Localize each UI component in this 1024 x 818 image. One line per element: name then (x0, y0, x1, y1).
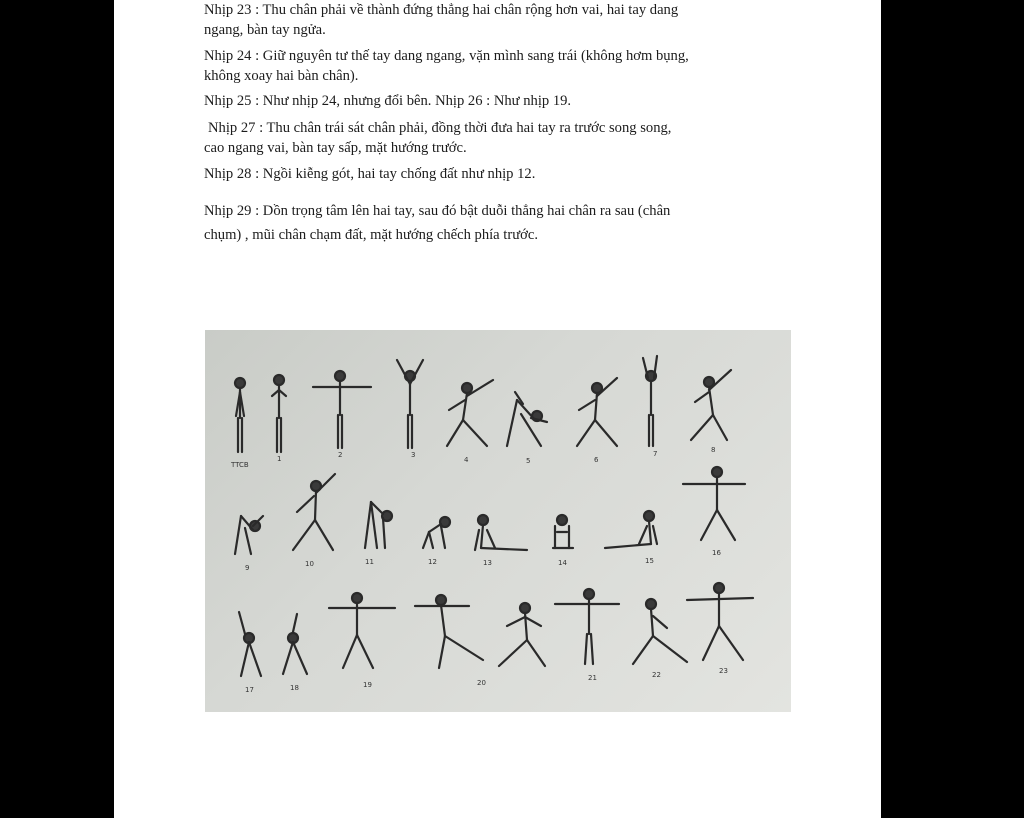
figure-7 (643, 356, 657, 446)
figure-label: 22 (652, 671, 661, 679)
figure-ttcb (235, 378, 245, 452)
paragraph-23 (204, 0, 678, 40)
figure-5 (507, 392, 547, 446)
figure-2 (313, 371, 371, 448)
paragraph-line: ngang, bàn tay ngửa. (204, 22, 326, 38)
exercise-figures (205, 330, 791, 712)
figure-4 (447, 380, 493, 446)
paragraph-27 (204, 118, 672, 158)
figure-label: 16 (712, 549, 721, 557)
paragraph-28 (204, 164, 535, 184)
figure-21 (499, 603, 545, 666)
figure-17 (239, 612, 261, 676)
figure-label: 18 (290, 684, 299, 692)
figure-8 (691, 370, 731, 440)
figure-label: TTCB (231, 461, 249, 469)
figure-label: 9 (245, 564, 250, 572)
figure-label: 8 (711, 446, 716, 454)
figure-label: 12 (428, 558, 437, 566)
figure-label: 20 (477, 679, 486, 687)
figure-label: 5 (526, 457, 531, 465)
document-page (114, 0, 881, 818)
figure-label: 3 (411, 451, 416, 459)
paragraph-24 (204, 46, 689, 86)
figure-11 (365, 502, 392, 548)
figure-16 (683, 467, 745, 540)
paragraph-line: Nhịp 24 : Giữ nguyên tư thế tay dang ngang, vặn mình sang trái (không hơm bụng, (204, 48, 689, 64)
figure-label: 4 (464, 456, 469, 464)
paragraph-line: chụm) , mũi chân chạm đất, mặt hướng chếch phía trước. (204, 227, 538, 243)
figure-12 (423, 517, 450, 548)
figure-label: 19 (363, 681, 372, 689)
figure-label: 1 (277, 455, 282, 463)
figure-label: 23 (719, 667, 728, 675)
figure-10 (293, 474, 335, 550)
paragraph-line: Nhịp 23 : Thu chân phải về thành đứng thẳng hai chân rộng hơn vai, hai tay dang (204, 2, 679, 18)
figure-label: 17 (245, 686, 254, 694)
figure-23 (687, 583, 753, 660)
figure-20 (415, 595, 483, 668)
figure-label: 6 (594, 456, 599, 464)
figure-label: 15 (645, 557, 654, 565)
figure-label: 2 (338, 451, 343, 459)
figure-9 (235, 516, 263, 554)
paragraph-line: cao ngang vai, bàn tay sấp, mặt hướng trước. (204, 140, 467, 156)
figure-21b (555, 589, 619, 664)
paragraph-line: Nhịp 29 : Dồn trọng tâm lên hai tay, sau đó bật duỗi thẳng hai chân ra sau (chân (204, 203, 671, 219)
figure-13 (475, 515, 527, 550)
figure-label: 21 (588, 674, 597, 682)
figure-15 (605, 511, 657, 548)
figure-label: 10 (305, 560, 314, 568)
figure-6 (577, 378, 617, 446)
figure-label: 7 (653, 450, 658, 458)
paragraph-25 (204, 91, 571, 111)
paragraph-line: Nhịp 27 : Thu chân trái sát chân phải, đồng thời đưa hai tay ra trước song song, (208, 120, 672, 136)
figure-3 (397, 360, 423, 448)
figure-22 (633, 599, 687, 664)
figure-label: 14 (558, 559, 567, 567)
paragraph-line: không xoay hai bàn chân). (204, 68, 359, 84)
paragraph-29 (204, 201, 670, 245)
figure-label: 13 (483, 559, 492, 567)
exercise-illustration-photo (205, 330, 791, 712)
figure-19 (329, 593, 395, 668)
figure-label: 11 (365, 558, 374, 566)
figure-14 (553, 515, 573, 548)
paragraph-line: Nhịp 25 : Như nhịp 24, nhưng đổi bên. Nhịp 26 : Như nhịp 19. (204, 93, 572, 109)
paragraph-line: Nhịp 28 : Ngồi kiễng gót, hai tay chống đất như nhịp 12. (204, 166, 536, 182)
figure-1 (272, 375, 286, 452)
figure-18 (283, 614, 307, 674)
